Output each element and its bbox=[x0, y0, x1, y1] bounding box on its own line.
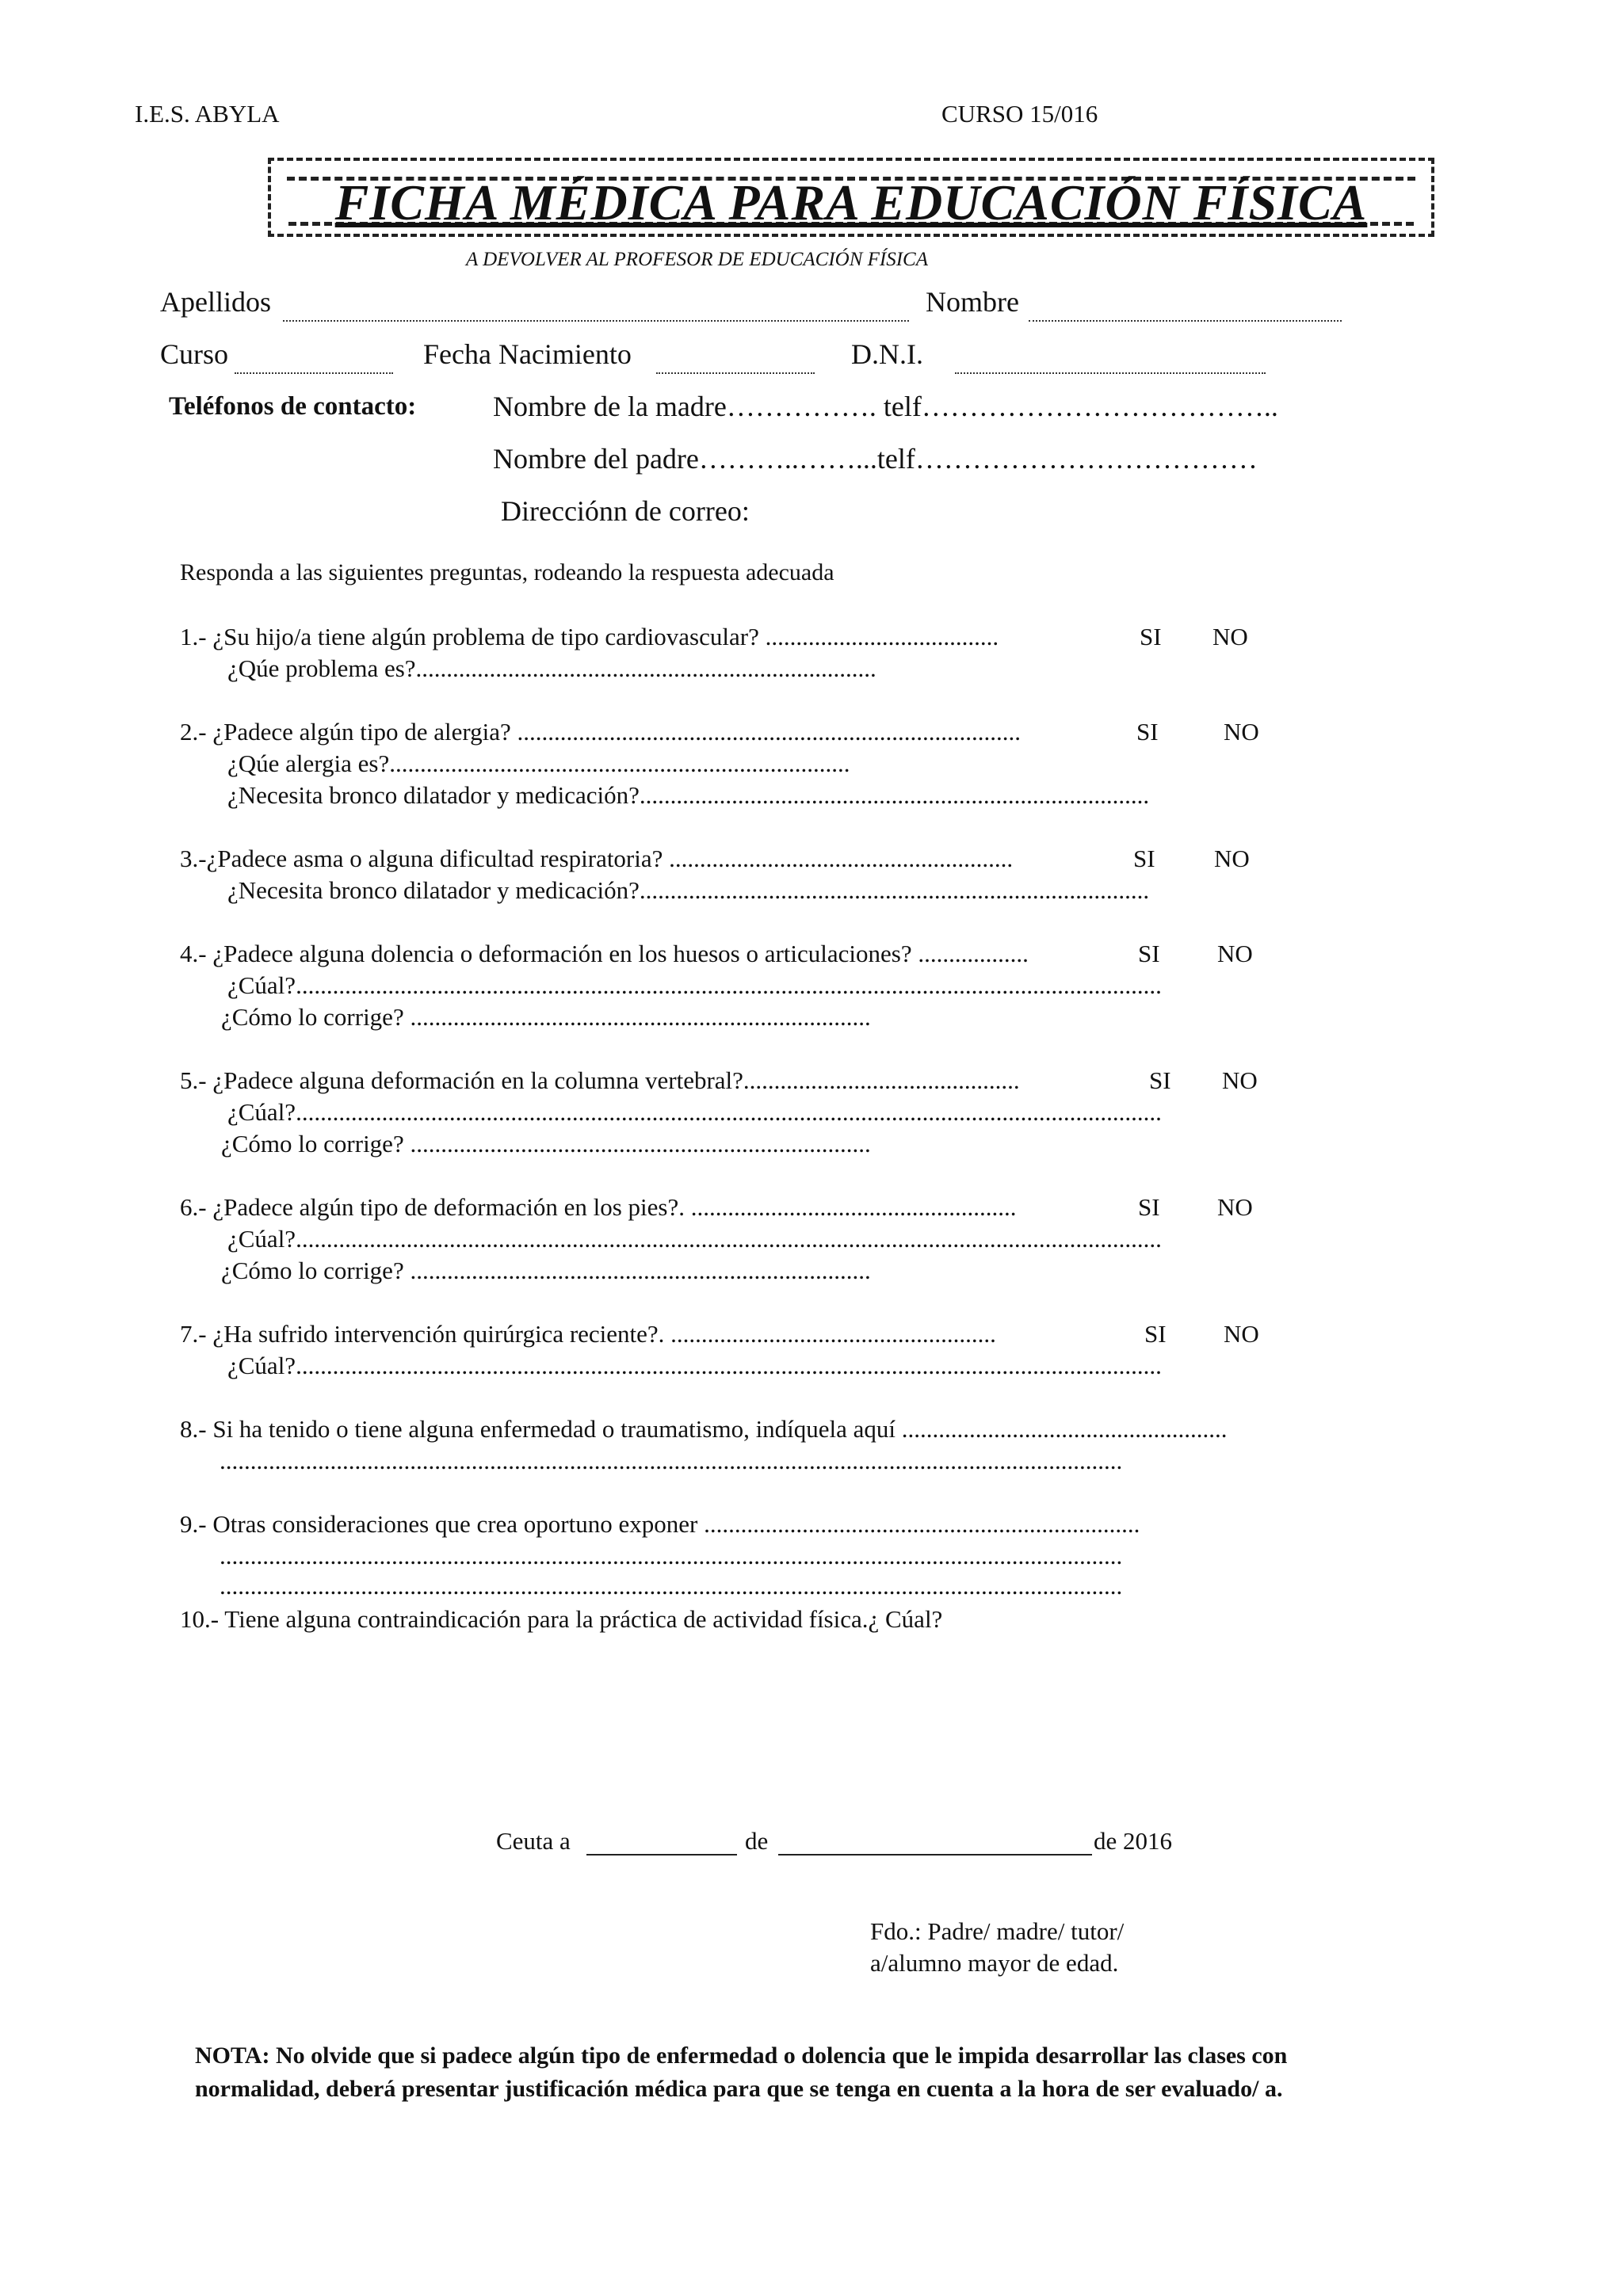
question-3-sub-1[interactable]: ¿Necesita bronco dilatador y medicación?................................................................................... bbox=[227, 876, 1150, 904]
signature-year: de 2016 bbox=[1094, 1827, 1173, 1855]
question-5-sub-2[interactable]: ¿Cómo lo corrige? ........................................................................... bbox=[221, 1130, 871, 1158]
apellidos-label: Apellidos bbox=[160, 286, 271, 318]
answer-si[interactable]: SI bbox=[1138, 940, 1160, 967]
answer-no[interactable]: NO bbox=[1212, 623, 1248, 650]
nombre-label: Nombre bbox=[926, 286, 1019, 318]
answer-si[interactable]: SI bbox=[1136, 718, 1159, 746]
question-6-sub-2[interactable]: ¿Cómo lo corrige? ........................................................................... bbox=[221, 1257, 871, 1284]
question-1: 1.- ¿Su hijo/a tiene algún problema de tipo cardiovascular? ...................................... bbox=[180, 623, 999, 650]
question-6: 6.- ¿Padece algún tipo de deformación en los pies?. ..................................................... bbox=[180, 1193, 1017, 1221]
question-8: 8.- Si ha tenido o tiene alguna enfermedad o traumatismo, indíquela aquí ..................................................... bbox=[180, 1415, 1228, 1443]
question-3: 3.-¿Padece asma o alguna dificultad respiratoria? ........................................................ bbox=[180, 845, 1014, 872]
signature-place: Ceuta a bbox=[496, 1827, 571, 1855]
curso-label: Curso bbox=[160, 338, 229, 370]
fecha-nacimiento-field[interactable] bbox=[656, 372, 815, 374]
fecha-nacimiento-label: Fecha Nacimiento bbox=[423, 338, 632, 370]
month-field[interactable] bbox=[778, 1854, 1092, 1855]
answer-si[interactable]: SI bbox=[1133, 845, 1155, 872]
contact-label: Teléfonos de contacto: bbox=[169, 392, 417, 421]
father-contact[interactable]: Nombre del padre………..……...telf……………………………… bbox=[493, 443, 1258, 475]
question-7-sub-1[interactable]: ¿Cúal?............................................................................................................................................. bbox=[227, 1352, 1162, 1379]
question-9-line-2[interactable]: ................................................................................................................................................... bbox=[220, 1572, 1123, 1600]
answer-no[interactable]: NO bbox=[1217, 1193, 1253, 1221]
question-5: 5.- ¿Padece alguna deformación en la columna vertebral?............................................. bbox=[180, 1066, 1020, 1094]
school-name: I.E.S. ABYLA bbox=[135, 100, 280, 128]
page-subtitle: A DEVOLVER AL PROFESOR DE EDUCACIÓN FÍSICA bbox=[466, 249, 928, 270]
answer-si[interactable]: SI bbox=[1149, 1066, 1171, 1094]
question-10: 10.- Tiene alguna contraindicación para la práctica de actividad física.¿ Cúal? bbox=[180, 1605, 943, 1633]
question-9: 9.- Otras consideraciones que crea oportuno exponer ....................................................................... bbox=[180, 1510, 1140, 1538]
answer-si[interactable]: SI bbox=[1138, 1193, 1160, 1221]
question-4: 4.- ¿Padece alguna dolencia o deformación en los huesos o articulaciones? .................. bbox=[180, 940, 1029, 967]
question-4-sub-1[interactable]: ¿Cúal?............................................................................................................................................. bbox=[227, 971, 1162, 999]
signature-line-1: Fdo.: Padre/ madre/ tutor/ bbox=[870, 1917, 1125, 1945]
question-9-line-1[interactable]: ................................................................................................................................................... bbox=[220, 1542, 1123, 1569]
mother-contact[interactable]: Nombre de la madre……………. telf……………………………….. bbox=[493, 391, 1278, 422]
day-field[interactable] bbox=[586, 1854, 737, 1855]
signature-de: de bbox=[745, 1827, 769, 1855]
signature-line-2: a/alumno mayor de edad. bbox=[870, 1949, 1119, 1977]
answer-no[interactable]: NO bbox=[1222, 1066, 1258, 1094]
answer-si[interactable]: SI bbox=[1144, 1320, 1167, 1348]
dni-field[interactable] bbox=[955, 372, 1266, 374]
nota: NOTA: No olvide que si padece algún tipo de enfermedad o dolencia que le impida desarrollar las clases con normalidad, deberá presentar justificación médica para que se tenga en cuenta a la hora de ser evaluado/ a. bbox=[195, 2042, 1288, 2102]
answer-no[interactable]: NO bbox=[1224, 718, 1259, 746]
email-contact[interactable]: Direcciónn de correo: bbox=[501, 495, 750, 527]
answer-no[interactable]: NO bbox=[1224, 1320, 1259, 1348]
answer-no[interactable]: NO bbox=[1217, 940, 1253, 967]
nombre-field[interactable] bbox=[1029, 320, 1342, 322]
answer-no[interactable]: NO bbox=[1214, 845, 1250, 872]
question-6-sub-1[interactable]: ¿Cúal?............................................................................................................................................. bbox=[227, 1225, 1162, 1253]
question-4-sub-2[interactable]: ¿Cómo lo corrige? ........................................................................... bbox=[221, 1003, 871, 1031]
title-box bbox=[268, 158, 1434, 237]
dni-label: D.N.I. bbox=[851, 338, 923, 370]
question-5-sub-1[interactable]: ¿Cúal?............................................................................................................................................. bbox=[227, 1098, 1162, 1126]
instructions: Responda a las siguientes preguntas, rodeando la respuesta adecuada bbox=[180, 559, 834, 585]
curso-field[interactable] bbox=[235, 372, 393, 374]
question-2-sub-2[interactable]: ¿Necesita bronco dilatador y medicación?................................................................................... bbox=[227, 781, 1150, 809]
page-title: FICHA MÉDICA PARA EDUCACIÓN FÍSICA bbox=[334, 174, 1368, 231]
question-1-sub-1[interactable]: ¿Qúe problema es?........................................................................... bbox=[227, 654, 876, 682]
question-7: 7.- ¿Ha sufrido intervención quirúrgica reciente?. ..................................................... bbox=[180, 1320, 996, 1348]
question-2-sub-1[interactable]: ¿Qúe alergia es?........................................................................... bbox=[227, 749, 850, 777]
question-8-line[interactable]: ................................................................................................................................................... bbox=[220, 1447, 1123, 1474]
question-2: 2.- ¿Padece algún tipo de alergia? .................................................................................. bbox=[180, 718, 1021, 746]
apellidos-field[interactable] bbox=[283, 320, 909, 322]
course-year: CURSO 15/016 bbox=[941, 100, 1098, 128]
answer-si[interactable]: SI bbox=[1140, 623, 1162, 650]
